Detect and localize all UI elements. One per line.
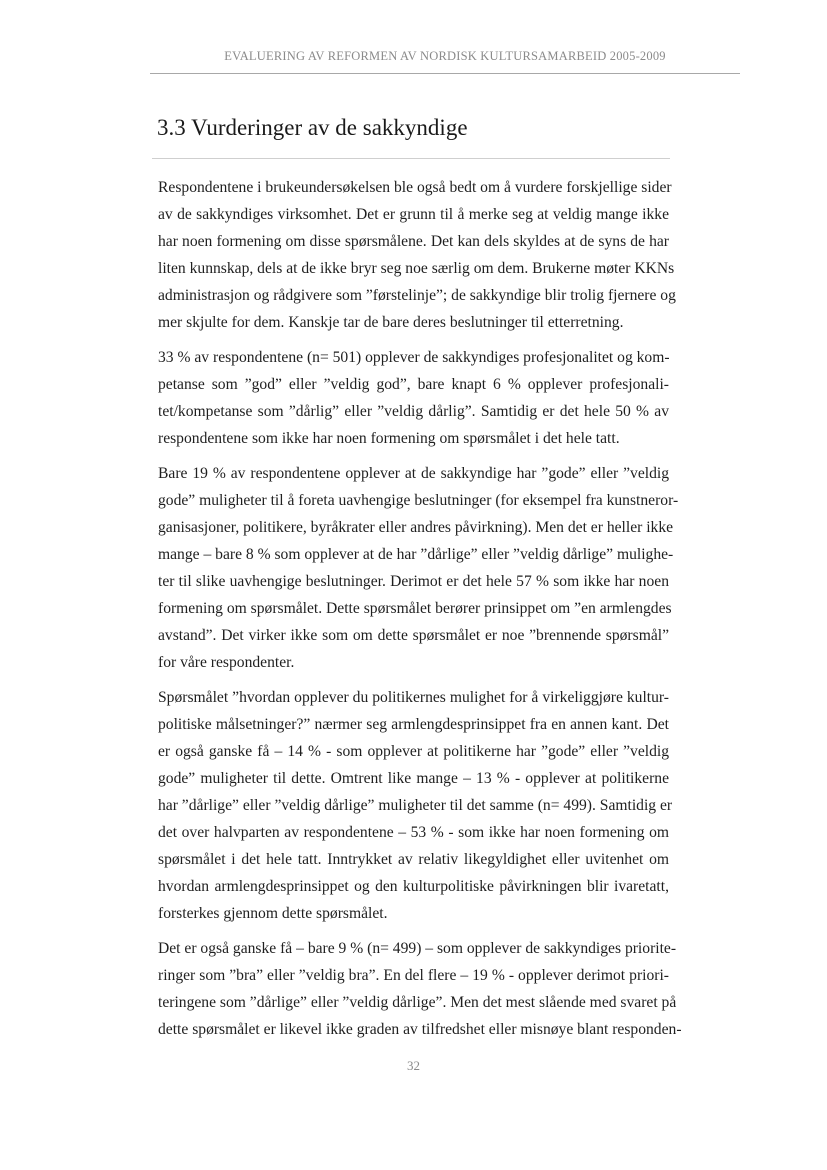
- text-line: for våre respondenter.: [158, 654, 295, 671]
- section-title: 3.3 Vurderinger av de sakkyndige: [157, 115, 468, 140]
- title-divider: [152, 158, 670, 159]
- text-line: liten kunnskap, dels at de ikke bryr seg noe særlig om dem. Brukerne møter KKNs: [158, 260, 675, 277]
- header-divider: [150, 73, 740, 74]
- text-line: tet/kompetanse som ”dårlig” eller ”veldig dårlig”. Samtidig er det hele 50 % av: [158, 403, 669, 420]
- paragraph: [158, 460, 679, 676]
- text-line: ter til slike uavhengige beslutninger. Derimot er det hele 57 % som ikke har noen: [158, 573, 669, 590]
- text-line: respondentene som ikke har noen formening om spørsmålet i det hele tatt.: [158, 430, 620, 447]
- text-line: har ”dårlige” eller ”veldig dårlige” muligheter til det samme (n= 499). Samtidig er: [158, 797, 673, 814]
- text-line: hvordan armlengdesprinsippet og den kulturpolitiske påvirkningen blir ivaretatt,: [158, 878, 669, 895]
- text-line: administrasjon og rådgivere som ”førstelinje”; de sakkyndige blir trolig fjernere og: [158, 287, 676, 304]
- text-line: Respondentene i brukeundersøkelsen ble også bedt om å vurdere forskjellige sider: [158, 179, 672, 196]
- text-line: forsterkes gjennom dette spørsmålet.: [158, 905, 388, 922]
- text-line: spørsmålet i det hele tatt. Inntrykket av relativ likegyldighet eller uvitenhet om: [158, 851, 669, 868]
- paragraph: [158, 935, 682, 1043]
- text-line: dette spørsmålet er likevel ikke graden av tilfredshet eller misnøye blant responden-: [158, 1021, 682, 1038]
- text-line: politiske målsetninger?” nærmer seg armlengdesprinsippet fra en annen kant. Det: [158, 716, 669, 733]
- text-line: 33 % av respondentene (n= 501) opplever de sakkyndiges profesjonalitet og kom-: [158, 349, 670, 366]
- text-line: gode” muligheter til å foreta uavhengige beslutninger (for eksempel fra kunstneror-: [158, 492, 679, 509]
- text-line: av de sakkyndiges virksomhet. Det er grunn til å merke seg at veldig mange ikke: [158, 206, 669, 223]
- text-line: mange – bare 8 % som opplever at de har ”dårlige” eller ”veldig dårlige” mulighe-: [158, 546, 674, 563]
- paragraph: [158, 344, 669, 452]
- text-line: gode” muligheter til dette. Omtrent like mange – 13 % - opplever at politikerne: [158, 770, 669, 787]
- text-line: ganisasjoner, politikere, byråkrater eller andres påvirkning). Men det er heller ikke: [158, 519, 674, 536]
- text-line: petanse som ”god” eller ”veldig god”, bare knapt 6 % opplever profesjonali-: [158, 376, 669, 393]
- text-line: har noen formening om disse spørsmålene. Det kan dels skyldes at de syns de har: [158, 233, 669, 250]
- text-line: formening om spørsmålet. Dette spørsmålet berører prinsippet om ”en armlengdes: [158, 600, 672, 617]
- running-header: EVALUERING AV REFORMEN AV NORDISK KULTURSAMARBEID 2005-2009: [224, 49, 666, 63]
- text-line: Spørsmålet ”hvordan opplever du politikernes mulighet for å virkeliggjøre kultur-: [158, 689, 669, 706]
- text-line: er også ganske få – 14 % - som opplever at politikerne har ”gode” eller ”veldig: [158, 743, 669, 760]
- text-line: Det er også ganske få – bare 9 % (n= 499) – som opplever de sakkyndiges priorite-: [158, 940, 677, 957]
- text-line: ringer som ”bra” eller ”veldig bra”. En del flere – 19 % - opplever derimot priori-: [158, 967, 669, 984]
- text-line: avstand”. Det virker ikke som om dette spørsmålet er noe ”brennende spørsmål”: [158, 627, 669, 644]
- text-line: det over halvparten av respondentene – 53 % - som ikke har noen formening om: [158, 824, 669, 841]
- text-line: teringene som ”dårlige” eller ”veldig dårlige”. Men det mest slående med svaret på: [158, 994, 677, 1011]
- paragraph: [158, 684, 673, 927]
- body-text: [158, 174, 682, 1051]
- text-line: Bare 19 % av respondentene opplever at de sakkyndige har ”gode” eller ”veldig: [158, 465, 669, 482]
- paragraph: [158, 174, 676, 336]
- text-line: mer skjulte for dem. Kanskje tar de bare deres beslutninger til etterretning.: [158, 314, 624, 331]
- page-number: 32: [407, 1058, 420, 1073]
